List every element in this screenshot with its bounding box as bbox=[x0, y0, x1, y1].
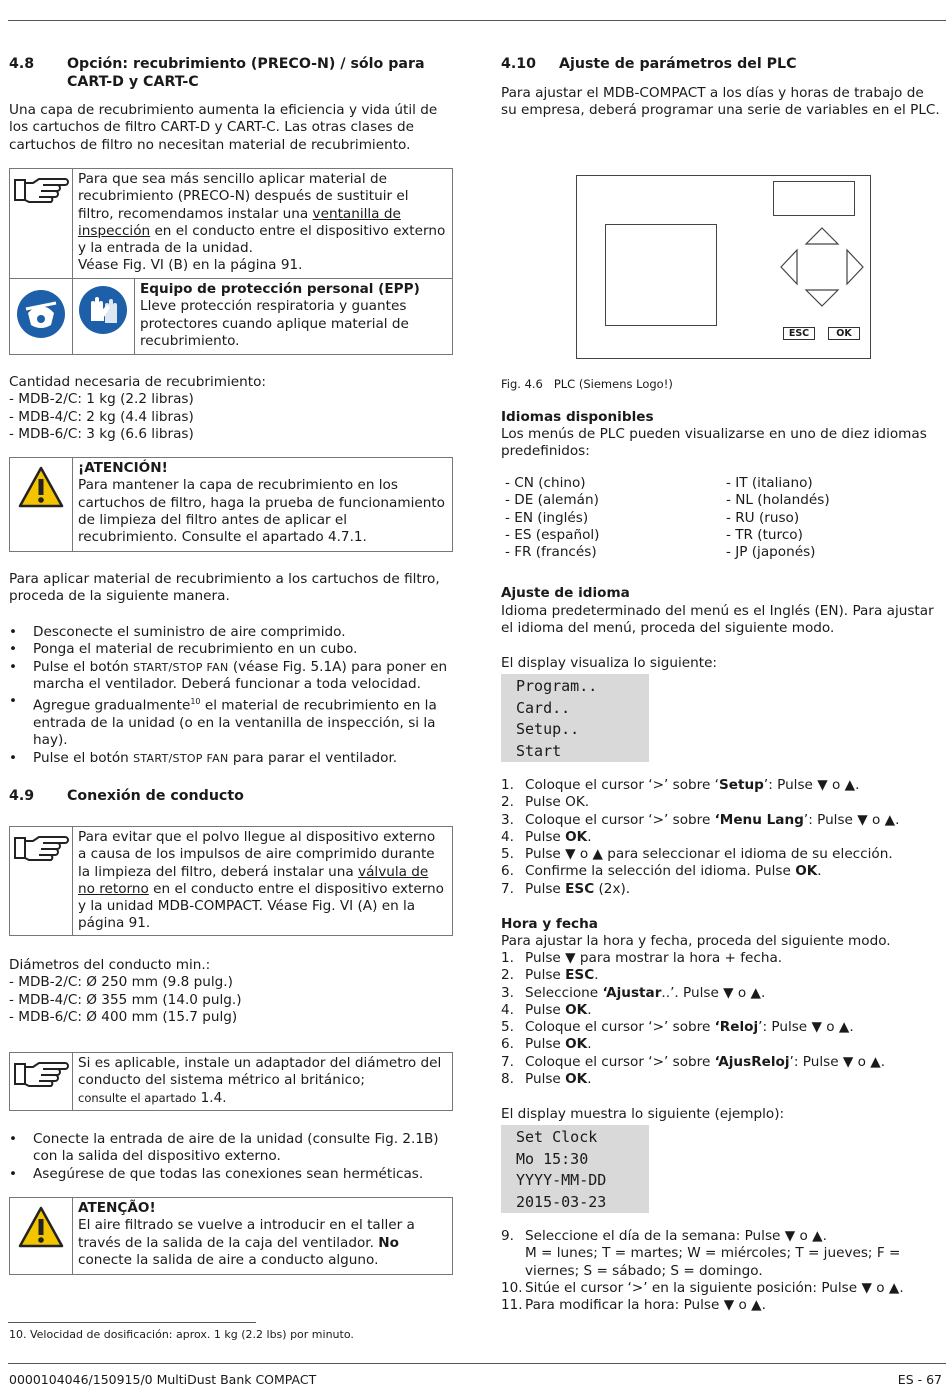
plc-ok-key: OK bbox=[828, 327, 860, 340]
language-item: - CN (chino) bbox=[505, 475, 586, 491]
coating-quantity: Cantidad necesaria de recubrimiento: - MDB-2/C: 1 kg (2.2 libras) - MDB-4/C: 2 kg (4.4 libras) - MDB-6/C: 3 kg (6.6 libras) bbox=[9, 374, 449, 443]
warning-box-coating bbox=[9, 457, 453, 552]
set-language-intro: Idioma predeterminado del menú es el Inglés (EN). Para ajustar el idioma del menú, proceda del siguiente modo. bbox=[501, 603, 934, 637]
list-item: • Asegúrese de que todas las conexiones sean herméticas. bbox=[9, 1166, 452, 1183]
list-item: • Desconecte el suministro de aire comprimido. bbox=[9, 624, 452, 641]
figure-reference: Véase Fig. VI (B) en la página 91. bbox=[78, 257, 303, 274]
quantity-item: - MDB-4/C: 2 kg (4.4 libras) bbox=[9, 408, 194, 425]
down-arrow-key-icon bbox=[806, 290, 838, 306]
footer-rule bbox=[8, 1363, 946, 1364]
coating-intro: Una capa de recubrimiento aumenta la eficiencia y vida útil de los cartuchos de filtro CART-D y CART-C. Las otras clases de cartuchos de filtro no necesitan material de recubrimiento. bbox=[9, 102, 438, 153]
lcd-line: YYYY-MM-DD bbox=[516, 1171, 607, 1189]
left-arrow-key-icon bbox=[781, 250, 797, 284]
list-item: 6. Pulse OK. bbox=[501, 1036, 592, 1053]
language-item: - EN (inglés) bbox=[505, 509, 589, 526]
list-item: 4. Pulse OK. bbox=[501, 1001, 592, 1018]
language-item: - NL (holandés) bbox=[726, 492, 830, 509]
plc-figure bbox=[576, 175, 871, 359]
list-item: 1. Pulse ▼ para mostrar la hora + fecha. bbox=[501, 950, 783, 966]
list-item: • Pulse el botón START/STOP FAN (véase Fig. 5.1A) para poner en marcha el ventilador. Deberá funcionar a toda velocidad. bbox=[9, 659, 452, 694]
language-item: - RU (ruso) bbox=[726, 509, 800, 526]
note-box-check-valve bbox=[9, 826, 453, 936]
warning-icon-cell bbox=[10, 458, 73, 551]
lcd-line: Setup.. bbox=[516, 720, 580, 738]
pointing-hand-icon bbox=[13, 1058, 69, 1088]
warning-text: ATENÇÃO! El aire filtrado se vuelve a introducir en el taller a través de la salida de la caja del ventilador. No conecte la salida de aire a conducto alguno. bbox=[78, 1200, 446, 1269]
language-item: - ES (español) bbox=[505, 526, 600, 543]
plc-esc-key: ESC bbox=[783, 327, 815, 340]
note-box-inspection bbox=[9, 168, 453, 279]
note-icon-cell bbox=[10, 169, 73, 279]
warning-triangle-icon bbox=[18, 466, 64, 508]
language-steps bbox=[501, 777, 946, 898]
list-item: 11. Para modificar la hora: Pulse ▼ o ▲. bbox=[501, 1297, 766, 1314]
lcd-line: Card.. bbox=[516, 698, 571, 717]
set-language-heading: Ajuste de idioma bbox=[501, 585, 630, 601]
lcd-line: 2015-03-23 bbox=[516, 1192, 607, 1211]
gloves-icon bbox=[78, 285, 128, 335]
time-date-heading: Hora y fecha bbox=[501, 916, 598, 932]
list-item: 6. Confirme la selección del idioma. Pulse OK. bbox=[501, 863, 822, 880]
list-item: 8. Pulse OK. bbox=[501, 1071, 592, 1088]
languages-list-left bbox=[505, 475, 705, 561]
ppe-text bbox=[140, 281, 446, 350]
list-item: 7. Coloque el cursor ‘>’ sobre ‘AjusReloj’: Pulse ▼ o ▲. bbox=[501, 1053, 886, 1070]
list-item: 3. Coloque el cursor ‘>’ sobre ‘Menu Lang’: Pulse ▼ o ▲. bbox=[501, 811, 900, 828]
warning-box-outlet bbox=[9, 1197, 453, 1275]
note-text: Si es aplicable, instale un adaptador del diámetro del conducto del sistema métrico al británico; consulte el apartado 1.4. bbox=[78, 1055, 442, 1106]
diameter-item: - MDB-4/C: Ø 355 mm (14.0 pulg.) bbox=[9, 991, 242, 1008]
list-item: • Pulse el botón START/STOP FAN para parar el ventilador. bbox=[9, 750, 452, 767]
warning-text: ¡ATENCIÓN! Para mantener la capa de recubrimiento en los cartuchos de filtro, haga la prueba de funcionamiento de limpieza del filtro antes de aplicar el recubrimiento. Consulte el apartado 4.7.1. bbox=[78, 460, 445, 546]
respirator-mask-icon bbox=[16, 289, 66, 339]
footer-doc-id: 0000104046/150915/0 MultiDust Bank COMPACT bbox=[9, 1372, 317, 1387]
plc-status-display bbox=[773, 181, 855, 216]
note-text: Para que sea más sencillo aplicar material de recubrimiento (PRECO-N) después de sustituir el filtro, recomendamos instalar una ventanilla de inspección en el conducto entre el dispositivo externo y la entrada de la unidad. Véase Fig. VI (B) en la página 91. bbox=[78, 171, 446, 274]
list-item: 9. Seleccione el día de la semana: Pulse ▼ o ▲. M = lunes; T = martes; W = miércoles; T = jueves; F = viernes; S = sábado; S = domingo. bbox=[501, 1228, 901, 1279]
pointing-hand-icon bbox=[13, 174, 69, 204]
list-item: 2. Pulse OK. bbox=[501, 794, 590, 811]
apply-steps bbox=[9, 624, 452, 767]
lcd-line: Set Clock bbox=[516, 1128, 598, 1146]
note-icon-cell bbox=[10, 827, 73, 935]
list-item: 1. Coloque el cursor ‘>’ sobre ‘Setup’: Pulse ▼ o ▲. bbox=[501, 777, 860, 793]
lcd-display-clock bbox=[501, 1125, 649, 1213]
section-4-8-heading: 4.8 Opción: recubrimiento (PRECO-N) / sólo para CART-D y CART-C bbox=[9, 56, 425, 90]
warning-triangle-icon bbox=[18, 1206, 64, 1248]
languages-heading: Idiomas disponibles bbox=[501, 409, 654, 425]
section-4-10-heading: 4.10 Ajuste de parámetros del PLC bbox=[501, 56, 797, 72]
languages-list-right bbox=[726, 475, 926, 561]
apply-intro: Para aplicar material de recubrimiento a los cartuchos de filtro, proceda de la siguiente manera. bbox=[9, 571, 440, 605]
quantity-item: - MDB-6/C: 3 kg (6.6 libras) bbox=[9, 425, 194, 442]
language-item: - FR (francés) bbox=[505, 544, 597, 561]
language-item: - IT (italiano) bbox=[726, 475, 813, 491]
ppe-title: Equipo de protección personal (EPP) bbox=[140, 281, 420, 297]
language-item: - DE (alemán) bbox=[505, 492, 599, 509]
inspection-window-term: ventanilla de inspección bbox=[78, 205, 401, 239]
languages-intro: Los menús de PLC pueden visualizarse en uno de diez idiomas predefinidos: bbox=[501, 426, 927, 460]
language-item: - TR (turco) bbox=[726, 526, 803, 543]
mask-icon-cell bbox=[10, 279, 73, 354]
list-item: 5. Pulse ▼ o ▲ para seleccionar el idioma de su elección. bbox=[501, 846, 893, 863]
note-text: Para evitar que el polvo llegue al dispositivo externo a causa de los impulsos de aire comprimido durante la limpieza del filtro, deberá instalar una válvula de no retorno en el conducto entre el dispositivo externo y la unidad MDB-COMPACT. Véase Fig. VI (A) en la página 91. bbox=[78, 829, 444, 932]
lcd-line: Program.. bbox=[516, 677, 598, 695]
right-arrow-key-icon bbox=[847, 250, 863, 284]
warning-icon-cell bbox=[10, 1198, 73, 1274]
quantity-item: - MDB-2/C: 1 kg (2.2 libras) bbox=[9, 391, 194, 408]
up-arrow-key-icon bbox=[806, 228, 838, 244]
language-item: - JP (japonés) bbox=[726, 544, 816, 561]
pointing-hand-icon bbox=[13, 832, 69, 862]
figure-caption: Fig. 4.6 PLC (Siemens Logo!) bbox=[501, 377, 673, 391]
list-item: 2. Pulse ESC. bbox=[501, 967, 599, 984]
ppe-body: Lleve protección respiratoria y guantes protectores cuando aplique material de recubrimiento. bbox=[140, 298, 409, 349]
list-item: 5. Coloque el cursor ‘>’ sobre ‘Reloj’: Pulse ▼ o ▲. bbox=[501, 1019, 854, 1036]
lcd-line: Start bbox=[516, 741, 562, 760]
warning-title: ATENÇÃO! bbox=[78, 1200, 156, 1216]
check-valve-term: válvula de no retorno bbox=[78, 863, 429, 897]
section-4-9-heading: 4.9 Conexión de conducto bbox=[9, 788, 244, 804]
list-item: 7. Pulse ESC (2x). bbox=[501, 880, 631, 897]
lcd-display-menu bbox=[501, 674, 649, 762]
list-item: 4. Pulse OK. bbox=[501, 828, 592, 845]
list-item: 10. Sitúe el cursor ‘>’ en la siguiente posición: Pulse ▼ o ▲. bbox=[501, 1279, 904, 1296]
plc-main-display bbox=[605, 224, 717, 326]
clock-steps bbox=[501, 1228, 933, 1314]
duct-diameters: Diámetros del conducto min.: - MDB-2/C: Ø 250 mm (9.8 pulg.) - MDB-4/C: Ø 355 mm (14.0 pulg.) - MDB-6/C: Ø 400 mm (15.7 pulg) bbox=[9, 957, 449, 1026]
list-item: • Ponga el material de recubrimiento en un cubo. bbox=[9, 641, 452, 658]
footnote-rule bbox=[8, 1322, 256, 1323]
footnote: 10. Velocidad de dosificación: aprox. 1 kg (2.2 lbs) por minuto. bbox=[9, 1328, 354, 1341]
diameter-item: - MDB-2/C: Ø 250 mm (9.8 pulg.) bbox=[9, 974, 233, 991]
list-item: • Conecte la entrada de aire de la unidad (consulte Fig. 2.1B) con la salida del dispositivo externo. bbox=[9, 1131, 452, 1166]
list-item: 3. Seleccione ‘Ajustar..’. Pulse ▼ o ▲. bbox=[501, 984, 766, 1001]
footnote-ref: 10 bbox=[190, 697, 201, 707]
plc-intro: Para ajustar el MDB-COMPACT a los días y horas de trabajo de su empresa, deberá programar una serie de variables en el PLC. bbox=[501, 85, 940, 119]
ppe-box bbox=[9, 278, 453, 355]
gloves-icon-cell bbox=[72, 279, 135, 354]
list-item: • Agregue gradualmente$^{10}$ el material de recubrimiento en la entrada de la unidad (o en la ventanilla de inspección, si la hay). bbox=[9, 693, 452, 749]
diameter-item: - MDB-6/C: Ø 400 mm (15.7 pulg) bbox=[9, 1008, 238, 1025]
section-4-8 bbox=[9, 55, 452, 91]
note-icon-cell bbox=[10, 1053, 73, 1110]
time-date-intro: Para ajustar la hora y fecha, proceda del siguiente modo. bbox=[501, 933, 891, 949]
warning-title: ¡ATENCIÓN! bbox=[78, 460, 168, 476]
display-intro: El display visualiza lo siguiente: bbox=[501, 655, 718, 671]
display2-intro: El display muestra lo siguiente (ejemplo): bbox=[501, 1106, 785, 1122]
duct-steps bbox=[9, 1131, 452, 1183]
note-box-adapter bbox=[9, 1052, 453, 1111]
time-steps bbox=[501, 950, 946, 1088]
lcd-line: Mo 15:30 bbox=[516, 1149, 589, 1168]
plc-arrow-keys bbox=[777, 226, 867, 310]
header-rule bbox=[8, 20, 946, 21]
page-number: ES - 67 bbox=[897, 1372, 942, 1387]
